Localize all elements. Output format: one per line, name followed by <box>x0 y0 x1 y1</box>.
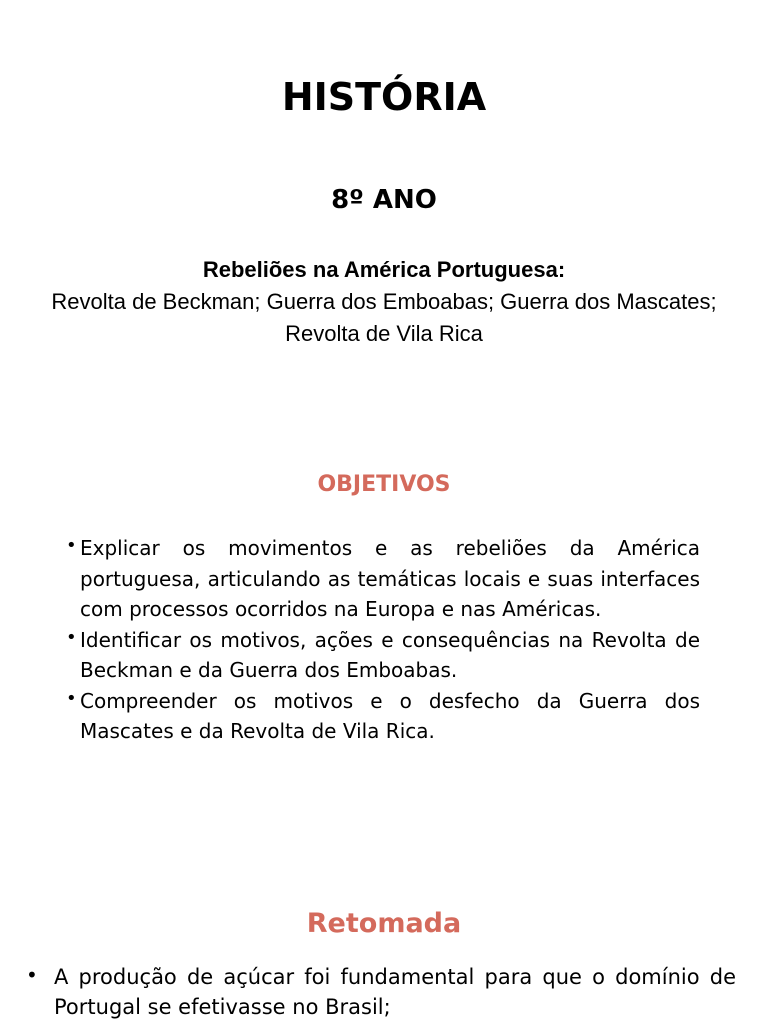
retomada-list <box>26 962 736 1022</box>
objective-item <box>66 686 700 747</box>
bullet-icon: • <box>66 535 77 556</box>
objectives-title: OBJETIVOS <box>317 472 451 497</box>
objective-item <box>66 533 700 625</box>
objective-item <box>66 625 700 686</box>
retomada-title: Retomada <box>306 908 462 939</box>
bullet-icon: • <box>66 687 77 709</box>
objectives-list <box>66 533 700 747</box>
bullet-icon: • <box>66 626 77 648</box>
subject-heading: Rebeliões na América Portuguesa: <box>202 257 566 282</box>
retomada-text: A produção de açúcar foi fundamental para que o domínio de Portugal se efetivasse no Brasil; <box>54 965 736 1019</box>
page-title: HISTÓRIA <box>281 75 487 119</box>
objective-text: Identificar os motivos, ações e consequências na Revolta de Beckman e da Guerra dos Emboabas. <box>80 627 700 682</box>
subject-topics: Revolta de Beckman; Guerra dos Emboabas; Guerra dos Mascates; Revolta de Vila Rica <box>51 289 717 346</box>
subject-block <box>40 254 728 350</box>
objective-text: Compreender os motivos e o desfecho da Guerra dos Mascates e da Revolta de Vila Rica. <box>80 688 700 743</box>
retomada-item <box>26 962 736 1022</box>
grade-label: 8º ANO <box>331 185 437 215</box>
objective-text: Explicar os movimentos e as rebeliões da América portuguesa, articulando as temáticas locais e suas interfaces com processos ocorridos na Europa e nas Américas. <box>80 536 700 621</box>
bullet-icon: • <box>26 963 38 987</box>
